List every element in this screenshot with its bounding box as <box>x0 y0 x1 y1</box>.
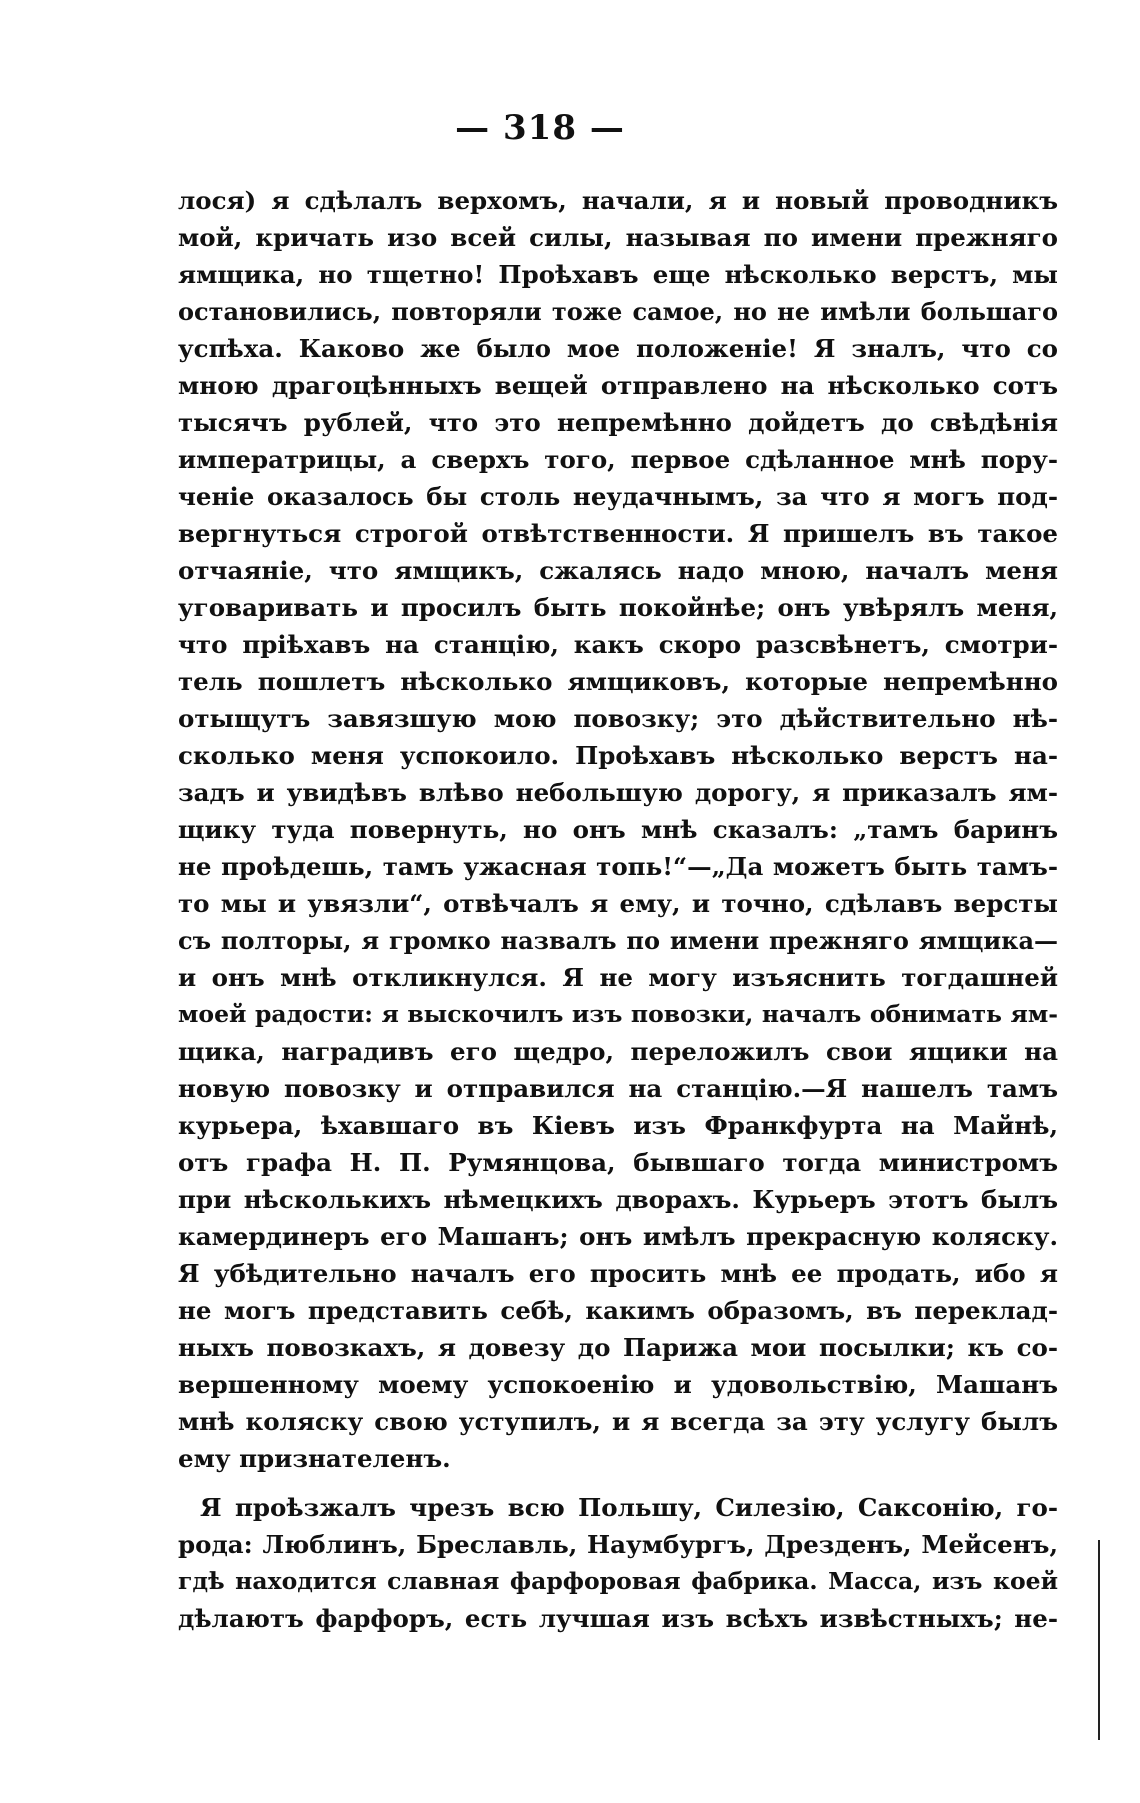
text-line: дѣлаютъ фарфоръ, есть лучшая изъ всѣхъ извѣстныхъ; не- <box>178 1604 1058 1633</box>
text-line: съ полторы, я громко назвалъ по имени прежняго ямщика— <box>178 926 1058 955</box>
text-line: мнѣ коляску свою уступилъ, и я всегда за эту услугу былъ <box>178 1407 1058 1436</box>
text-line: отчаяніе, что ямщикъ, сжалясь надо мною, началъ меня <box>178 556 1058 585</box>
text-line: тысячъ рублей, что это непремѣнно дойдетъ до свѣдѣнія <box>178 408 1058 437</box>
text-line: новую повозку и отправился на станцію.—Я нашелъ тамъ <box>178 1074 1058 1103</box>
text-line: ныхъ повозкахъ, я довезу до Парижа мои посылки; къ со- <box>178 1333 1058 1362</box>
text-line: лося) я сдѣлалъ верхомъ, начали, я и новый проводникъ <box>178 186 1058 215</box>
text-line: не проѣдешь, тамъ ужасная топь!“—„Да можетъ быть тамъ- <box>178 852 1058 881</box>
text-line: то мы и увязли“, отвѣчалъ я ему, и точно, сдѣлавъ версты <box>178 889 1058 918</box>
text-line: что пріѣхавъ на станцію, какъ скоро разсвѣнетъ, смотри- <box>178 630 1058 659</box>
text-line: гдѣ находится славная фарфоровая фабрика. Масса, изъ коей <box>178 1567 1058 1595</box>
paragraph-1 <box>178 182 1058 1477</box>
text-line: Я проѣзжалъ чрезъ всю Польшу, Силезію, Саксонію, го- <box>200 1493 1058 1522</box>
text-line: ченіе оказалось бы столь неудачнымъ, за что я могъ под- <box>178 482 1058 511</box>
text-line: мною драгоцѣнныхъ вещей отправлено на нѣсколько сотъ <box>178 371 1058 400</box>
text-line: уговаривать и просилъ быть покойнѣе; онъ увѣрялъ меня, <box>178 593 1058 622</box>
text-line: и онъ мнѣ откликнулся. Я не могу изъяснить тогдашней <box>178 963 1058 992</box>
page-number: — 318 — <box>455 108 625 148</box>
text-line: щика, наградивъ его щедро, переложилъ свои ящики на <box>178 1037 1058 1066</box>
text-line: вершенному моему успокоенію и удовольствію, Машанъ <box>178 1370 1058 1399</box>
text-line: вергнуться строгой отвѣтственности. Я пришелъ въ такое <box>178 519 1058 548</box>
page-edge-mark <box>1098 1540 1100 1740</box>
text-line: Я убѣдительно началъ его просить мнѣ ее продать, ибо я <box>178 1259 1058 1288</box>
text-line: отъ графа Н. П. Румянцова, бывшаго тогда министромъ <box>178 1148 1058 1177</box>
text-line: щику туда повернуть, но онъ мнѣ сказалъ: „тамъ баринъ <box>178 815 1058 844</box>
text-line: не могъ представить себѣ, какимъ образомъ, въ переклад- <box>178 1296 1058 1325</box>
text-line: рода: Люблинъ, Бреславль, Наумбургъ, Дрезденъ, Мейсенъ, <box>178 1530 1058 1559</box>
text-line: моей радости: я выскочилъ изъ повозки, началъ обнимать ям- <box>178 1000 1058 1028</box>
text-line: ямщика, но тщетно! Проѣхавъ еще нѣсколько верстъ, мы <box>178 260 1058 289</box>
text-line: задъ и увидѣвъ влѣво небольшую дорогу, я приказалъ ям- <box>178 778 1058 807</box>
text-line: сколько меня успокоило. Проѣхавъ нѣсколько верстъ на- <box>178 741 1058 770</box>
text-line: курьера, ѣхавшаго въ Кіевъ изъ Франкфурта на Майнѣ, <box>178 1111 1058 1140</box>
text-line: мой, кричать изо всей силы, называя по имени прежняго <box>178 223 1058 252</box>
text-line: остановились, повторяли тоже самое, но не имѣли большаго <box>178 297 1058 326</box>
text-line: ему признателенъ. <box>178 1444 451 1473</box>
text-line: императрицы, а сверхъ того, первое сдѣланное мнѣ пору- <box>178 445 1058 474</box>
text-line: отыщутъ завязшую мою повозку; это дѣйствительно нѣ- <box>178 704 1058 733</box>
body-text <box>178 182 1058 1637</box>
text-line: камердинеръ его Машанъ; онъ имѣлъ прекрасную коляску. <box>178 1222 1058 1251</box>
paragraph-gap <box>178 1477 1058 1489</box>
paragraph-2 <box>178 1489 1058 1637</box>
text-line: успѣха. Каково же было мое положеніе! Я зналъ, что со <box>178 334 1058 363</box>
text-line: при нѣсколькихъ нѣмецкихъ дворахъ. Курьеръ этотъ былъ <box>178 1185 1058 1214</box>
text-line: тель пошлетъ нѣсколько ямщиковъ, которые непремѣнно <box>178 667 1058 696</box>
